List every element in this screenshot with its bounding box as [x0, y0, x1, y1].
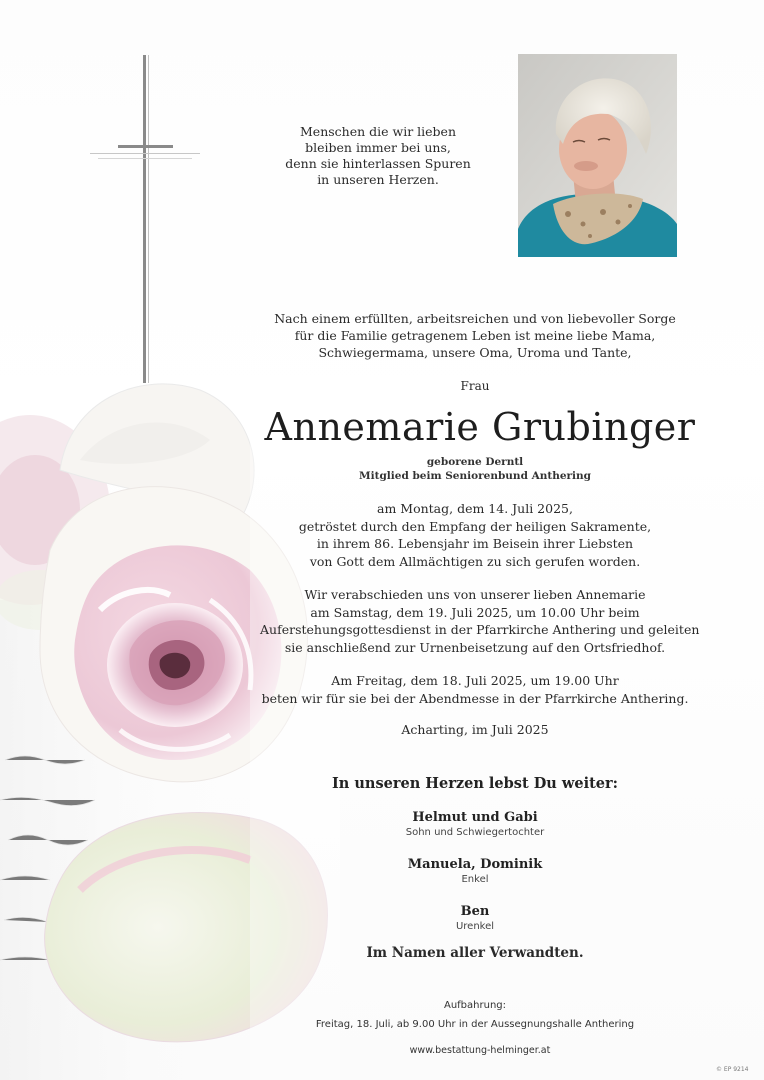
notice-line: Wir verabschieden uns von unserer lieben Annemarie	[304, 587, 646, 602]
notice-line: getröstet durch den Empfang der heiligen Sakramente,	[298, 518, 652, 534]
viewing-info	[290, 996, 660, 1034]
survivor-name: Ben	[460, 904, 490, 919]
print-code: © EP 9214	[716, 1066, 749, 1073]
viewing-label: Aufbahrung:	[443, 1000, 507, 1011]
quote-line: denn sie hinterlassen Spuren	[285, 156, 471, 171]
memorial-quote	[268, 124, 488, 188]
quote-line: bleiben immer bei uns,	[305, 140, 451, 155]
notice-line: am Montag, dem 14. Juli 2025,	[377, 501, 573, 516]
birth-name: geborene Derntl	[426, 456, 524, 468]
intro-line: für die Familie getragenem Leben ist meine liebe Mama,	[294, 328, 656, 343]
portrait-photo	[518, 54, 677, 257]
notice-line: sie anschließend zur Urnenbeisetzung auf den Ortsfriedhof.	[284, 639, 666, 655]
survivor-name: Helmut und Gabi	[412, 810, 538, 825]
cross-icon	[90, 55, 200, 385]
death-notice	[260, 500, 690, 570]
notice-line: Auferstehungsgottesdienst in der Pfarrkirche Anthering und geleiten	[260, 622, 700, 637]
salutation: Frau	[460, 379, 490, 393]
membership: Mitglied beim Seniorenbund Anthering	[358, 470, 592, 482]
notice-line: in ihrem 86. Lebensjahr im Beisein ihrer Liebsten	[316, 536, 634, 551]
intro-line: Schwiegermama, unsere Oma, Uroma und Tante,	[318, 345, 632, 360]
funeral-notice	[260, 586, 700, 656]
notice-line: am Samstag, dem 19. Juli 2025, um 10.00 Uhr beim	[310, 604, 640, 620]
mass-notice	[260, 672, 690, 707]
survivor-role: Sohn und Schwiegertochter	[405, 827, 545, 838]
viewing-details: Freitag, 18. Juli, ab 9.00 Uhr in der Aussegnungshalle Anthering	[315, 1019, 635, 1030]
survivor-name: Manuela, Dominik	[407, 857, 543, 872]
survivors-title: In unseren Herzen lebst Du weiter:	[332, 775, 618, 792]
survivor-role: Enkel	[461, 874, 489, 885]
place-date: Acharting, im Juli 2025	[401, 722, 549, 737]
quote-line: Menschen die wir lieben	[300, 124, 456, 139]
website-link[interactable]: www.bestattung-helminger.at	[409, 1045, 551, 1056]
intro-text	[260, 310, 690, 361]
survivor-role: Urenkel	[455, 921, 495, 932]
deceased-details	[260, 455, 690, 483]
notice-line: von Gott dem Allmächtigen zu sich gerufen worden.	[309, 553, 641, 569]
intro-line: Nach einem erfüllten, arbeitsreichen und von liebevoller Sorge	[274, 311, 676, 326]
notice-line: Am Freitag, dem 18. Juli 2025, um 19.00 Uhr	[331, 673, 619, 688]
deceased-name: Annemarie Grubinger	[264, 405, 696, 449]
quote-line: in unseren Herzen.	[317, 172, 439, 187]
closing-line: Im Namen aller Verwandten.	[366, 945, 584, 961]
notice-line: beten wir für sie bei der Abendmesse in der Pfarrkirche Anthering.	[261, 690, 689, 706]
survivors-section	[260, 775, 690, 950]
